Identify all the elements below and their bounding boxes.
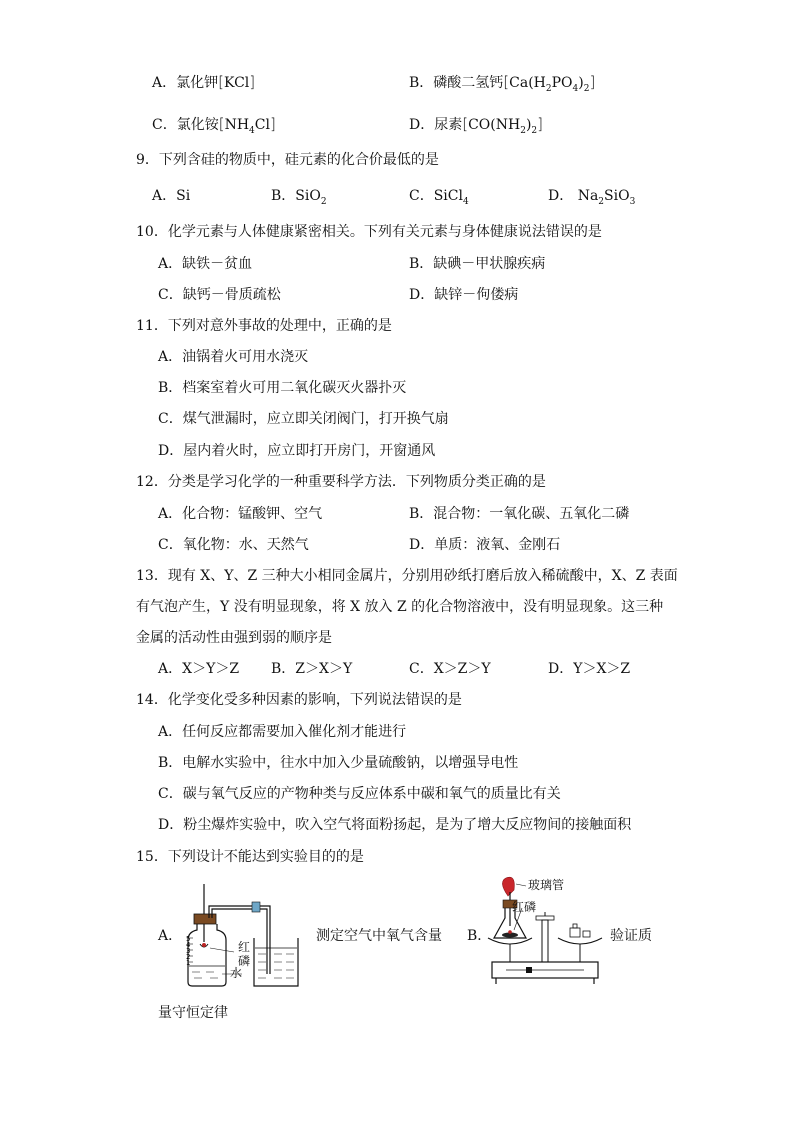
bottle-water-dashes bbox=[192, 972, 218, 978]
q15-option-b-text: 验证质 bbox=[610, 928, 652, 944]
scale-label-4: 4 bbox=[186, 941, 191, 949]
scale-label-2: 2 bbox=[186, 953, 191, 961]
q11-stem: 11．下列对意外事故的处理中，正确的是 bbox=[136, 318, 392, 334]
q12-option-b[interactable]: B．混合物：一氧化碳、五氧化二磷 bbox=[409, 506, 630, 522]
q11-option-a[interactable]: A．油锅着火可用水浇灭 bbox=[158, 349, 309, 365]
mass-conservation-balance-figure bbox=[486, 876, 606, 992]
q11-option-d[interactable]: D．屋内着火时，应立即打开房门，开窗通风 bbox=[158, 443, 436, 459]
q15-option-b-text-continued: 量守恒定律 bbox=[158, 1005, 228, 1021]
q9-option-b[interactable]: B．SiO$_2$ bbox=[271, 188, 327, 207]
q14-option-d[interactable]: D．粉尘爆炸实验中，吹入空气将面粉扬起，是为了增大反应物间的接触面积 bbox=[158, 817, 632, 833]
q14-option-b[interactable]: B．电解水实验中，往水中加入少量硫酸钠，以增强导电性 bbox=[158, 755, 519, 771]
fig-a-red-phosphorus-label: 红磷 bbox=[238, 940, 251, 968]
weight-large bbox=[570, 928, 580, 937]
red-phosphorus bbox=[202, 943, 206, 947]
left-pan bbox=[488, 938, 532, 944]
clamp-icon bbox=[252, 902, 260, 912]
q13-stem-line1: 13．现有 X、Y、Z 三种大小相同金属片，分别用砂纸打磨后放入稀硫酸中，X、Z 表面 bbox=[136, 568, 678, 584]
q12-option-a[interactable]: A．化合物：锰酸钾、空气 bbox=[158, 506, 323, 522]
q14-option-a[interactable]: A．任何反应都需要加入催化剂才能进行 bbox=[158, 724, 407, 740]
fig-b-red-phosphorus-label: 红磷 bbox=[512, 900, 537, 914]
scale-label-1: 1 bbox=[186, 959, 191, 967]
weight-handle bbox=[573, 924, 577, 928]
beaker-water-dashes bbox=[258, 954, 294, 978]
q8-option-a[interactable]: A．氯化钾[KCl] bbox=[152, 73, 256, 91]
gas-bottle bbox=[188, 924, 226, 986]
q10-option-c[interactable]: C．缺钙－骨质疏松 bbox=[158, 287, 281, 303]
q8-option-d[interactable]: D．尿素$[CO(NH_2)_2]$ bbox=[409, 115, 544, 136]
q13-stem-line3: 金属的活动性由强到弱的顺序是 bbox=[136, 630, 332, 646]
q10-stem: 10．化学元素与人体健康紧密相关。下列有关元素与身体健康说法错误的是 bbox=[136, 224, 602, 240]
q9-option-a[interactable]: A．Si bbox=[152, 188, 191, 204]
q9-option-c[interactable]: C．SiCl$_4$ bbox=[409, 188, 469, 207]
fig-b-glass-tube-label: 玻璃管 bbox=[528, 878, 565, 892]
q10-option-b[interactable]: B．缺碘－甲状腺疾病 bbox=[409, 256, 546, 272]
q15-option-a-label[interactable]: A． bbox=[158, 928, 183, 944]
q15-option-b-label[interactable]: B． bbox=[467, 928, 492, 944]
balance-pillar bbox=[542, 920, 548, 962]
q13-option-d[interactable]: D．Y＞X＞Z bbox=[548, 661, 631, 677]
q12-option-c[interactable]: C．氧化物：水、天然气 bbox=[158, 537, 309, 553]
q10-option-d[interactable]: D．缺锌－佝偻病 bbox=[409, 287, 519, 303]
scale-label-5: 5 bbox=[186, 935, 191, 943]
q13-stem-line2: 有气泡产生，Y 没有明显现象，将 X 放入 Z 的化合物溶液中，没有明显现象。这三种 bbox=[136, 599, 664, 615]
q13-option-c[interactable]: C．X＞Z＞Y bbox=[409, 661, 491, 677]
oxygen-content-apparatus-figure bbox=[180, 882, 310, 990]
q14-option-c[interactable]: C．碳与氧气反应的产物种类与反应体系中碳和氧气的质量比有关 bbox=[158, 786, 561, 802]
red-phosphorus-b bbox=[508, 930, 512, 934]
q14-stem: 14．化学变化受多种因素的影响，下列说法错误的是 bbox=[136, 692, 462, 708]
q15-option-a-text: 测定空气中氧气含量 bbox=[316, 928, 442, 944]
q8-option-b[interactable]: B．磷酸二氢钙$[Ca(H_2PO_4)_2]$ bbox=[409, 73, 596, 94]
weight-small bbox=[583, 931, 590, 937]
q10-option-a[interactable]: A．缺铁－贫血 bbox=[158, 256, 253, 272]
q9-stem: 9．下列含硅的物质中，硅元素的化合价最低的是 bbox=[136, 152, 439, 168]
balloon-icon bbox=[502, 877, 514, 896]
q13-option-b[interactable]: B．Z＞X＞Y bbox=[271, 661, 353, 677]
q15-stem: 15．下列设计不能达到实验目的的是 bbox=[136, 849, 364, 865]
q12-stem: 12．分类是学习化学的一种重要科学方法．下列物质分类正确的是 bbox=[136, 474, 546, 490]
fig-a-water-label: 水 bbox=[230, 966, 243, 980]
balance-top bbox=[536, 916, 554, 920]
rider-icon bbox=[526, 967, 532, 973]
q11-option-b[interactable]: B．档案室着火可用二氧化碳灭火器扑灭 bbox=[158, 380, 407, 396]
scale-label-3: 3 bbox=[186, 947, 191, 955]
red-phosphorus-pointer bbox=[210, 948, 234, 952]
glass-tube-pointer bbox=[516, 884, 526, 886]
q8-option-c[interactable]: C．氯化铵$[NH_4Cl]$ bbox=[152, 115, 276, 136]
q12-option-d[interactable]: D．单质：液氧、金刚石 bbox=[409, 537, 561, 553]
q9-option-d[interactable]: D． $Na_2SiO_3$ bbox=[548, 188, 636, 207]
stopper bbox=[194, 914, 216, 924]
right-pan bbox=[558, 938, 602, 944]
q13-option-a[interactable]: A．X＞Y＞Z bbox=[158, 661, 240, 677]
q11-option-c[interactable]: C．煤气泄漏时，应立即关闭阀门，打开换气扇 bbox=[158, 411, 449, 427]
